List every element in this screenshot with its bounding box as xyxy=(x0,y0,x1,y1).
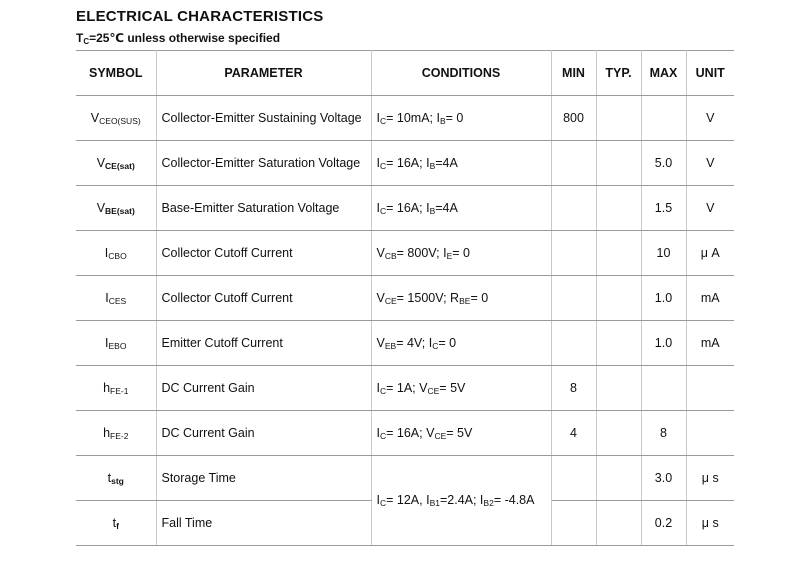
parameter-cell: DC Current Gain xyxy=(156,366,371,411)
min-cell xyxy=(551,231,596,276)
max-cell xyxy=(641,96,686,141)
min-cell: 8 xyxy=(551,366,596,411)
parameter-cell: Base-Emitter Saturation Voltage xyxy=(156,186,371,231)
parameter-cell: Emitter Cutoff Current xyxy=(156,321,371,366)
conditions-cell xyxy=(371,411,551,456)
cond-text: =4A xyxy=(435,200,458,215)
cond-subscript: C xyxy=(379,160,387,171)
cond-subscript: E xyxy=(446,250,453,261)
unit-cell: V xyxy=(686,141,734,186)
min-cell: 4 xyxy=(551,411,596,456)
symbol-main: h xyxy=(103,380,111,395)
cond-text: = -4.8A xyxy=(493,493,535,507)
symbol-cell xyxy=(76,276,156,321)
cond-subscript: B2 xyxy=(483,498,494,508)
unit-cell: μ s xyxy=(686,456,734,501)
cond-text: I xyxy=(376,493,380,507)
typ-cell xyxy=(596,321,641,366)
symbol-cell xyxy=(76,411,156,456)
symbol-subscript: EBO xyxy=(108,340,127,351)
header-conditions: CONDITIONS xyxy=(371,51,551,96)
symbol-subscript: f xyxy=(116,520,119,531)
conditions-cell xyxy=(371,96,551,141)
cond-subscript: C xyxy=(432,340,439,351)
cond-subscript: B xyxy=(429,160,436,171)
unit-cell xyxy=(686,411,734,456)
subtitle-t-subscript: C xyxy=(83,37,90,46)
table-row xyxy=(76,231,734,276)
table-row xyxy=(76,276,734,321)
min-cell xyxy=(551,456,596,501)
conditions-cell-merged xyxy=(371,456,551,546)
cond-subscript: CE xyxy=(384,295,397,306)
parameter-cell: Collector-Emitter Saturation Voltage xyxy=(156,141,371,186)
table-row xyxy=(76,321,734,366)
typ-cell xyxy=(596,366,641,411)
test-condition-note xyxy=(76,31,280,46)
cond-text: = 1A; V xyxy=(386,380,428,395)
subtitle-rest: =25℃ unless otherwise specified xyxy=(89,31,281,45)
cond-text: I xyxy=(376,380,380,395)
cond-text: = 0 xyxy=(470,290,489,305)
cond-subscript: BE xyxy=(459,295,471,306)
cond-subscript: B xyxy=(439,115,446,126)
cond-text: = 0 xyxy=(438,335,457,350)
conditions-cell xyxy=(371,141,551,186)
max-cell: 1.0 xyxy=(641,276,686,321)
typ-cell xyxy=(596,186,641,231)
header-min: MIN xyxy=(551,51,596,96)
symbol-main: I xyxy=(104,245,109,260)
symbol-main: I xyxy=(105,335,109,350)
symbol-main: t xyxy=(107,470,112,485)
cond-subscript: EB xyxy=(384,340,397,351)
symbol-subscript: CBO xyxy=(108,250,127,261)
max-cell: 3.0 xyxy=(641,456,686,501)
typ-cell xyxy=(596,96,641,141)
symbol-cell xyxy=(76,366,156,411)
min-cell xyxy=(551,186,596,231)
symbol-subscript: BE(sat) xyxy=(105,205,135,216)
symbol-cell xyxy=(76,231,156,276)
cond-text: I xyxy=(376,155,380,170)
conditions-cell xyxy=(371,366,551,411)
parameter-cell: Collector Cutoff Current xyxy=(156,231,371,276)
cond-text: = 1500V; R xyxy=(396,290,460,305)
symbol-main: t xyxy=(112,515,117,530)
header-symbol: SYMBOL xyxy=(76,51,156,96)
symbol-main: V xyxy=(96,155,106,170)
unit-cell: V xyxy=(686,96,734,141)
header-unit: UNIT xyxy=(686,51,734,96)
cond-text: V xyxy=(376,245,385,260)
symbol-cell xyxy=(76,141,156,186)
cond-subscript: C xyxy=(379,430,387,441)
subtitle-t: T xyxy=(76,31,84,45)
unit-cell: μ A xyxy=(686,231,734,276)
parameter-cell: DC Current Gain xyxy=(156,411,371,456)
unit-cell: μ s xyxy=(686,501,734,546)
cond-text: = 4V; I xyxy=(396,335,433,350)
parameter-cell: Storage Time xyxy=(156,456,371,501)
typ-cell xyxy=(596,141,641,186)
cond-text: = 10mA; I xyxy=(386,110,440,125)
parameter-cell: Collector-Emitter Sustaining Voltage xyxy=(156,96,371,141)
cond-subscript: C xyxy=(379,498,387,508)
cond-subscript: CE xyxy=(427,385,440,396)
max-cell: 5.0 xyxy=(641,141,686,186)
unit-cell: mA xyxy=(686,321,734,366)
cond-text: = 16A; I xyxy=(386,155,430,170)
cond-subscript: B xyxy=(429,205,436,216)
typ-cell xyxy=(596,456,641,501)
min-cell xyxy=(551,141,596,186)
max-cell: 8 xyxy=(641,411,686,456)
unit-cell: V xyxy=(686,186,734,231)
max-cell: 1.0 xyxy=(641,321,686,366)
cond-text: I xyxy=(376,200,380,215)
cond-text: = 12A, I xyxy=(386,493,430,507)
symbol-cell xyxy=(76,96,156,141)
max-cell: 1.5 xyxy=(641,186,686,231)
symbol-main: V xyxy=(96,200,106,215)
section-title: ELECTRICAL CHARACTERISTICS xyxy=(76,8,324,25)
cond-text: =2.4A; I xyxy=(439,493,484,507)
cond-text: = 16A; I xyxy=(386,200,430,215)
cond-text: V xyxy=(376,290,385,305)
electrical-characteristics-table xyxy=(76,50,734,546)
conditions-cell xyxy=(371,231,551,276)
cond-text: V xyxy=(376,335,385,350)
symbol-subscript: FE-1 xyxy=(110,385,129,396)
cond-text: = 0 xyxy=(452,245,470,260)
symbol-subscript: CES xyxy=(108,295,127,306)
cond-text: I xyxy=(376,425,380,440)
max-cell: 0.2 xyxy=(641,501,686,546)
typ-cell xyxy=(596,501,641,546)
max-cell: 10 xyxy=(641,231,686,276)
symbol-main: h xyxy=(103,425,111,440)
table-row xyxy=(76,456,734,501)
table-row xyxy=(76,186,734,231)
typ-cell xyxy=(596,276,641,321)
symbol-subscript: CEO(SUS) xyxy=(99,115,141,126)
parameter-cell: Fall Time xyxy=(156,501,371,546)
symbol-cell xyxy=(76,456,156,501)
cond-subscript: CB xyxy=(384,250,397,261)
cond-subscript: C xyxy=(379,205,387,216)
parameter-cell: Collector Cutoff Current xyxy=(156,276,371,321)
header-parameter: PARAMETER xyxy=(156,51,371,96)
table-row xyxy=(76,96,734,141)
cond-subscript: B1 xyxy=(429,498,440,508)
conditions-cell xyxy=(371,321,551,366)
symbol-cell xyxy=(76,321,156,366)
symbol-subscript: stg xyxy=(111,475,124,486)
cond-text: = 0 xyxy=(445,110,464,125)
symbol-cell xyxy=(76,501,156,546)
header-typ: TYP. xyxy=(596,51,641,96)
min-cell xyxy=(551,501,596,546)
table-row xyxy=(76,366,734,411)
conditions-cell xyxy=(371,186,551,231)
symbol-cell xyxy=(76,186,156,231)
max-cell xyxy=(641,366,686,411)
table-header-row xyxy=(76,51,734,96)
cond-subscript: C xyxy=(379,115,387,126)
symbol-subscript: CE(sat) xyxy=(105,160,135,171)
table-row xyxy=(76,141,734,186)
cond-subscript: C xyxy=(379,385,387,396)
cond-subscript: CE xyxy=(434,430,447,441)
cond-text: = 5V xyxy=(446,425,473,440)
unit-cell xyxy=(686,366,734,411)
cond-text: = 800V; I xyxy=(396,245,447,260)
header-max: MAX xyxy=(641,51,686,96)
symbol-main: I xyxy=(105,290,109,305)
cond-text: = 5V xyxy=(439,380,466,395)
typ-cell xyxy=(596,231,641,276)
cond-text: I xyxy=(376,110,380,125)
min-cell: 800 xyxy=(551,96,596,141)
unit-cell: mA xyxy=(686,276,734,321)
conditions-cell xyxy=(371,276,551,321)
typ-cell xyxy=(596,411,641,456)
cond-text: = 16A; V xyxy=(386,425,435,440)
table-row xyxy=(76,411,734,456)
cond-text: =4A xyxy=(435,155,458,170)
symbol-subscript: FE-2 xyxy=(110,430,129,441)
min-cell xyxy=(551,321,596,366)
min-cell xyxy=(551,276,596,321)
symbol-main: V xyxy=(90,110,100,125)
